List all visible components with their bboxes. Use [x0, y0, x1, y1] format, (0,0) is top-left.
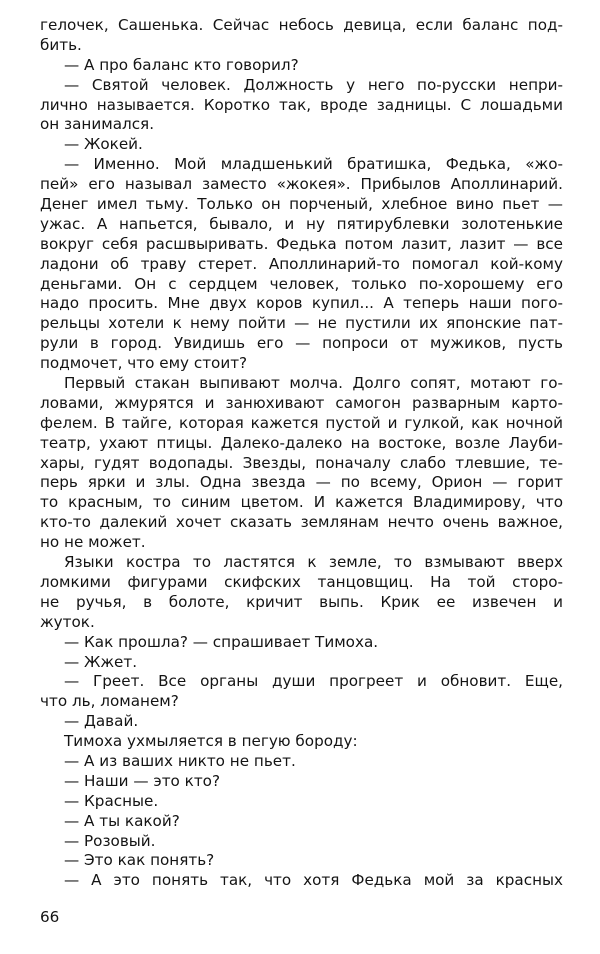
text-line: — Именно. Мой младшенький братишка, Федька, «жо-	[64, 155, 563, 174]
text-line: но не может.	[40, 533, 146, 552]
text-line: не ручья, в болоте, кричит выпь. Крик ее извечен и	[40, 592, 563, 611]
text-line: что ль, ломанем?	[40, 692, 179, 711]
text-line: — Жокей.	[64, 135, 143, 154]
text-line: рельцы хотели к нему пойти — не пустили их японские пат-	[40, 314, 563, 333]
text-line: то красным, то синим цветом. И кажется Владимирову, что	[40, 493, 563, 512]
text-line: Тимоха ухмыляется в пегую бороду:	[64, 732, 358, 751]
text-line: фелем. В тайге, которая кажется пустой и гулкой, как ночной	[40, 413, 563, 432]
text-line: подмочет, что ему стоит?	[40, 354, 248, 373]
text-line: ловами, жмурятся и занюхивают самогон разварным карто-	[40, 393, 563, 412]
text-line: — Греет. Все органы души прогреет и обновит. Еще,	[64, 672, 563, 691]
text-line: ладони об траву стерет. Аполлинарий-то помогал кой-кому	[40, 254, 563, 273]
text-line: — Жжет.	[64, 652, 138, 671]
text-line: — Давай.	[64, 712, 139, 731]
text-line: — А из ваших никто не пьет.	[64, 751, 296, 770]
text-line: — Наши — это кто?	[64, 771, 221, 790]
text-line: он занимался.	[40, 115, 155, 134]
text-line: Денег имел тьму. Только он порченый, хлебное вино пьет —	[40, 195, 563, 214]
book-page	[40, 16, 563, 946]
text-line: — Красные.	[64, 791, 159, 810]
text-line: — Это как понять?	[64, 851, 215, 870]
text-line: вокруг себя расшвыривать. Федька потом лазит, лазит — все	[40, 234, 563, 253]
text-line: ломкими фигурами скифских танцовщиц. На той сторо-	[40, 572, 563, 591]
text-line: — А ты какой?	[64, 811, 180, 830]
text-line: жуток.	[40, 612, 95, 631]
text-line: — Как прошла? — спрашивает Тимоха.	[64, 632, 379, 651]
text-line: перь ярки и злы. Одна звезда — по всему, Орион — горит	[40, 473, 563, 492]
text-line: бить.	[40, 35, 82, 54]
text-line: Первый стакан выпивают молча. Долго сопят, мотают го-	[64, 374, 563, 393]
text-line: Языки костра то ластятся к земле, то взмывают вверх	[64, 553, 563, 572]
text-line: — А про баланс кто говорил?	[64, 55, 299, 74]
text-line: рули в город. Увидишь его — попроси от мужиков, пусть	[40, 334, 563, 353]
text-line: хары, гудят водопады. Звезды, поначалу слабо тлевшие, те-	[40, 453, 563, 472]
text-line: пей» его называл заместо «жокея». Прибылов Аполлинарий.	[40, 175, 563, 194]
text-line: надо просить. Мне двух коров купил... А теперь наши пого-	[40, 294, 563, 313]
text-line: ужас. А напьется, бывало, и ну пятирублевки золотенькие	[40, 214, 563, 233]
text-line: гелочек, Сашенька. Сейчас небось девица, если баланс под-	[40, 16, 563, 34]
page-number: 66	[40, 908, 60, 926]
text-line: деньгами. Он с сердцем человек, только по-хорошему его	[40, 274, 563, 293]
text-line: — А это понять так, что хотя Федька мой за красных	[64, 871, 563, 890]
text-line: лично называется. Коротко так, вроде задницы. С лошадьми	[40, 95, 563, 114]
text-line: — Розовый.	[64, 831, 156, 850]
text-line: — Святой человек. Должность у него по-русски непри-	[64, 75, 563, 94]
text-line: театр, ухают птицы. Далеко-далеко на востоке, возле Лауби-	[40, 433, 563, 452]
text-line: кто-то далекий хочет сказать землянам нечто очень важное,	[40, 513, 563, 532]
